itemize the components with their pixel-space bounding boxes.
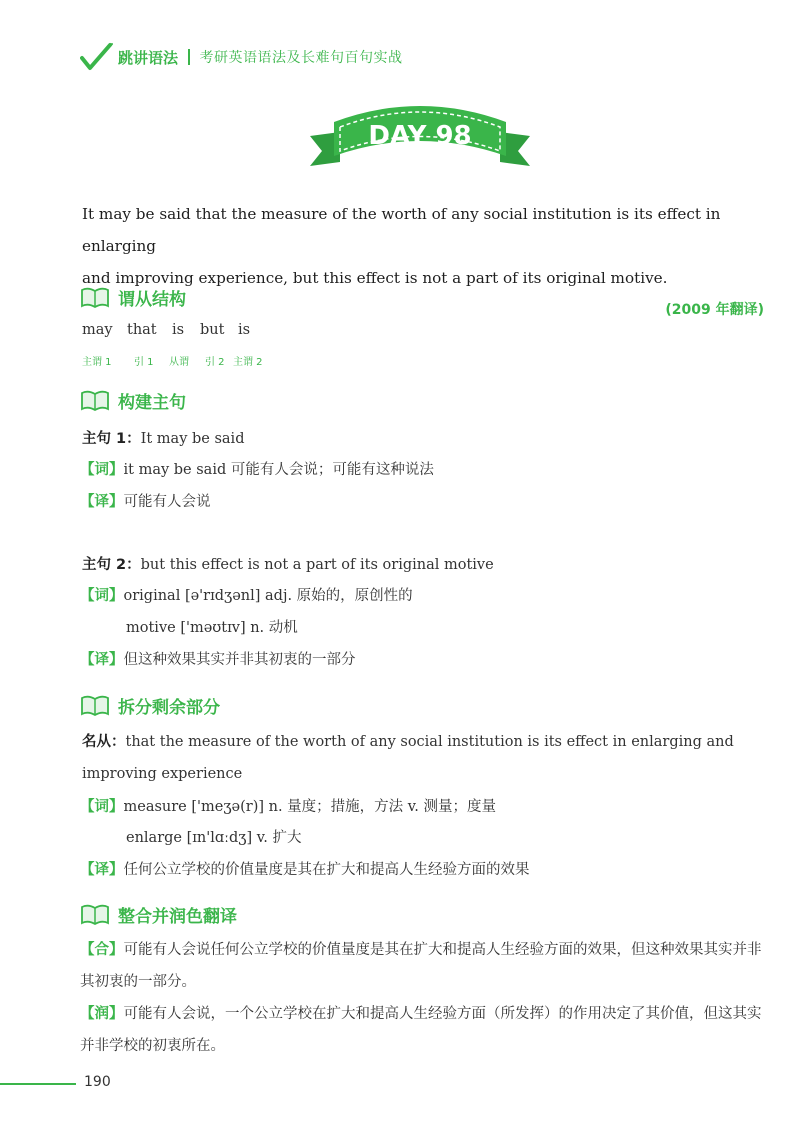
section-title-1: 谓从结构: [118, 289, 186, 310]
banner-text: DAY 98: [368, 121, 472, 151]
translation-text: 任何公立学校的价值量度是其在扩大和提高人生经验方面的效果: [123, 862, 530, 878]
section-heading-1: [80, 283, 186, 311]
brand-name: 跳讲语法: [118, 48, 179, 67]
main-clause-1-text: It may be said: [140, 431, 245, 447]
combined-label: 【合】: [80, 942, 124, 958]
page-header: [80, 42, 403, 72]
footer-rule: [0, 1083, 76, 1085]
main-clause-2-vocab: [80, 584, 413, 605]
translation-label: 【译】: [80, 862, 124, 878]
section3-vocab-2: enlarge [ɪn'lɑːdʒ] v. 扩大: [126, 830, 302, 846]
section3-vocab: [80, 795, 496, 816]
combined-translation: [80, 934, 764, 998]
clause-word-5: is: [238, 322, 251, 338]
clause-tag-4: 引 2: [205, 357, 225, 368]
checkmark-pen-icon: [80, 42, 114, 72]
translation-label: 【译】: [80, 494, 124, 510]
vocab-text: original [ə'rɪdʒənl] adj. 原始的，原创性的: [123, 588, 413, 604]
polished-translation: [80, 998, 764, 1062]
main-clause-2: [82, 553, 494, 574]
vocab-label: 【词】: [80, 799, 124, 815]
sentence-line-2-text: and improving experience, but this effect is not a part of its original motive.: [82, 269, 668, 287]
open-book-icon: [80, 285, 110, 309]
polished-label: 【润】: [80, 1006, 124, 1022]
open-book-icon: [80, 902, 110, 926]
header-separator: [188, 49, 190, 65]
main-clause-1: [82, 427, 244, 448]
section-heading-2: [80, 386, 186, 414]
section3-translation: [80, 858, 530, 879]
combined-text: 可能有人会说任何公立学校的价值量度是其在扩大和提高人生经验方面的效果，但这种效果其实并非其初衷的一部分。: [80, 942, 762, 990]
section-heading-3: [80, 691, 220, 719]
translation-text: 可能有人会说: [123, 494, 211, 510]
main-clause-2-text: but this effect is not a part of its original motive: [140, 557, 494, 573]
clause-word-2: that: [127, 322, 157, 338]
clause-word-4: but: [200, 322, 225, 338]
polished-text: 可能有人会说，一个公立学校在扩大和提高人生经验方面（所发挥）的作用决定了其价值，但这其实并非学校的初衷所在。: [80, 1006, 762, 1054]
section-heading-4: [80, 900, 237, 928]
main-clause-2-vocab-2: motive ['məʊtɪv] n. 动机: [126, 620, 298, 636]
book-title: 考研英语语法及长难句百句实战: [199, 50, 403, 66]
noun-clause-text-2: improving experience: [82, 766, 243, 782]
main-clause-2-label: 主句 2：: [82, 557, 141, 573]
vocab-label: 【词】: [80, 462, 124, 478]
clause-word-1: may: [82, 322, 113, 338]
page-number: 190: [84, 1074, 111, 1090]
vocab-text: it may be said 可能有人会说；可能有这种说法: [123, 462, 434, 478]
translation-text: 但这种效果其实并非其初衷的一部分: [123, 652, 356, 668]
clause-tag-2: 引 1: [134, 357, 154, 368]
main-clause-1-vocab: [80, 458, 434, 479]
clause-word-3: is: [172, 322, 185, 338]
noun-clause: [82, 726, 766, 790]
main-clause-2-translation: [80, 648, 356, 669]
vocab-text: measure ['meʒə(r)] n. 量度；措施，方法 v. 测量；度量: [123, 799, 496, 815]
noun-clause-text-1: that the measure of the worth of any social institution is its effect in enlarging and: [125, 734, 734, 750]
open-book-icon: [80, 693, 110, 717]
vocab-label: 【词】: [80, 588, 124, 604]
sentence-source: (2009 年翻译): [665, 302, 764, 318]
clause-tag-5: 主谓 2: [233, 357, 263, 368]
translation-label: 【译】: [80, 652, 124, 668]
noun-clause-label: 名从：: [82, 734, 126, 750]
main-clause-1-label: 主句 1：: [82, 431, 141, 447]
open-book-icon: [80, 388, 110, 412]
section-title-3: 拆分剩余部分: [118, 697, 220, 718]
main-clause-1-translation: [80, 490, 211, 511]
day-banner: [300, 92, 540, 172]
section-title-2: 构建主句: [118, 392, 186, 413]
section-title-4: 整合并润色翻译: [118, 906, 237, 927]
clause-tag-1: 主谓 1: [82, 357, 112, 368]
clause-tag-3: 从谓: [169, 357, 189, 368]
sentence-line-1: It may be said that the measure of the worth of any social institution is its effect in enlarging: [82, 205, 721, 255]
